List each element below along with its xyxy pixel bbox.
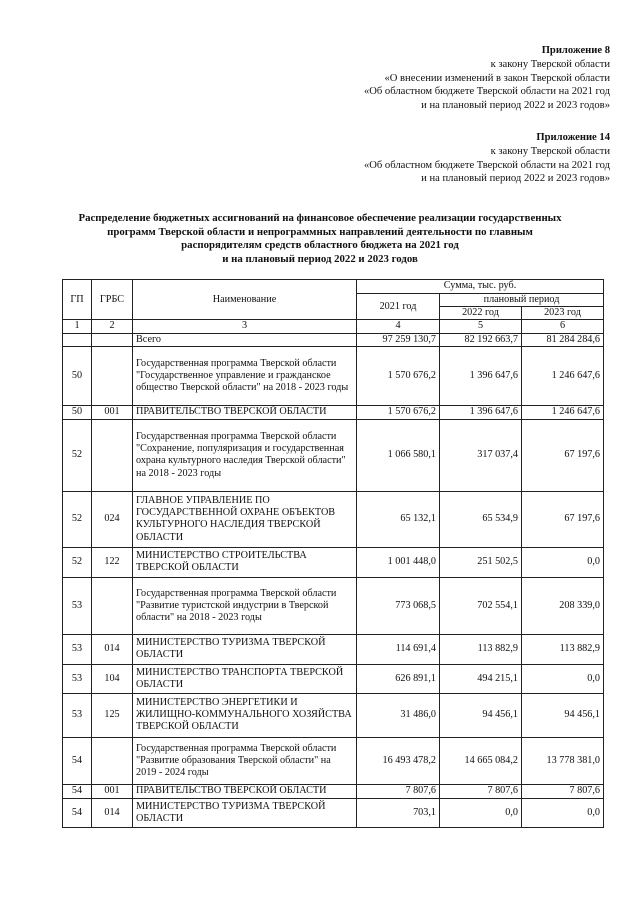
document-title-line: программ Тверской области и непрограммных направлений деятельности по главным <box>107 225 533 238</box>
table-row <box>63 577 604 634</box>
budget-table <box>62 279 604 828</box>
table-row <box>63 491 604 547</box>
cell-2023: 94 456,1 <box>522 693 604 737</box>
cell-name: МИНИСТЕРСТВО ТРАНСПОРТА ТВЕРСКОЙ ОБЛАСТИ <box>133 664 357 693</box>
table-row <box>63 547 604 577</box>
cell-name: ГЛАВНОЕ УПРАВЛЕНИЕ ПО ГОСУДАРСТВЕННОЙ ОХРАНЕ ОБЪЕКТОВ КУЛЬТУРНОГО НАСЛЕДИЯ ТВЕРСКОЙ ОБЛАСТИ <box>133 491 357 547</box>
cell-grbs: 001 <box>92 784 133 798</box>
appendix-8-header <box>364 44 610 113</box>
cell-2022: 14 665 084,2 <box>440 737 522 784</box>
appendix-8-line: «О внесении изменений в закон Тверской области <box>384 72 610 84</box>
cell-2021: 703,1 <box>357 798 440 827</box>
table-row <box>63 664 604 693</box>
cell-grbs: 024 <box>92 491 133 547</box>
cell-2022: 94 456,1 <box>440 693 522 737</box>
cell-gp: 54 <box>63 737 92 784</box>
document-title <box>70 212 570 266</box>
cell-name: ПРАВИТЕЛЬСТВО ТВЕРСКОЙ ОБЛАСТИ <box>133 784 357 798</box>
appendix-14-line: к закону Тверской области <box>490 145 610 157</box>
cell-2022: 1 396 647,6 <box>440 346 522 405</box>
cell-grbs: 122 <box>92 547 133 577</box>
cell-2021: 1 570 676,2 <box>357 346 440 405</box>
cell-name: ПРАВИТЕЛЬСТВО ТВЕРСКОЙ ОБЛАСТИ <box>133 405 357 419</box>
table-row <box>63 634 604 664</box>
cell-grbs <box>92 333 133 346</box>
cell-gp: 54 <box>63 784 92 798</box>
cell-2022: 702 554,1 <box>440 577 522 634</box>
appendix-14-line: и на плановый период 2022 и 2023 годов» <box>421 173 610 185</box>
header-2022: 2022 год <box>440 307 522 320</box>
cell-2021: 773 068,5 <box>357 577 440 634</box>
cell-grbs <box>92 577 133 634</box>
appendix-8-title: Приложение 8 <box>541 45 610 56</box>
cell-2023: 0,0 <box>522 664 604 693</box>
cell-2023: 1 246 647,6 <box>522 346 604 405</box>
cell-gp <box>63 333 92 346</box>
cell-2023: 0,0 <box>522 547 604 577</box>
cell-2021: 626 891,1 <box>357 664 440 693</box>
table-row <box>63 333 604 346</box>
cell-2022: 0,0 <box>440 798 522 827</box>
cell-grbs: 001 <box>92 405 133 419</box>
cell-gp: 52 <box>63 491 92 547</box>
cell-2021: 1 570 676,2 <box>357 405 440 419</box>
cell-name: МИНИСТЕРСТВО ЭНЕРГЕТИКИ И ЖИЛИЩНО-КОММУНАЛЬНОГО ХОЗЯЙСТВА ТВЕРСКОЙ ОБЛАСТИ <box>133 693 357 737</box>
cell-name: Государственная программа Тверской области "Развитие туристской индустрии в Тверской области" на 2018 - 2023 годы <box>133 577 357 634</box>
col-number: 3 <box>133 320 357 333</box>
cell-gp: 50 <box>63 346 92 405</box>
table-row <box>63 798 604 827</box>
cell-gp: 52 <box>63 419 92 491</box>
cell-name: МИНИСТЕРСТВО ТУРИЗМА ТВЕРСКОЙ ОБЛАСТИ <box>133 634 357 664</box>
header-2021: 2021 год <box>357 294 440 320</box>
appendix-8-line: к закону Тверской области <box>490 58 610 70</box>
col-number: 6 <box>522 320 604 333</box>
cell-2021: 16 493 478,2 <box>357 737 440 784</box>
cell-gp: 50 <box>63 405 92 419</box>
cell-grbs <box>92 346 133 405</box>
cell-2023: 208 339,0 <box>522 577 604 634</box>
cell-grbs: 125 <box>92 693 133 737</box>
col-number: 2 <box>92 320 133 333</box>
table-row <box>63 693 604 737</box>
document-title-line: и на плановый период 2022 и 2023 годов <box>222 252 418 265</box>
cell-2023: 0,0 <box>522 798 604 827</box>
cell-2023: 67 197,6 <box>522 419 604 491</box>
cell-2022: 65 534,9 <box>440 491 522 547</box>
cell-name: Всего <box>133 333 357 346</box>
cell-name: Государственная программа Тверской области "Развитие образования Тверской области" на 2019 - 2024 годы <box>133 737 357 784</box>
header-planned-period: плановый период <box>440 294 604 307</box>
cell-2021: 1 001 448,0 <box>357 547 440 577</box>
cell-2021: 97 259 130,7 <box>357 333 440 346</box>
cell-2021: 114 691,4 <box>357 634 440 664</box>
cell-name: МИНИСТЕРСТВО ТУРИЗМА ТВЕРСКОЙ ОБЛАСТИ <box>133 798 357 827</box>
cell-2023: 113 882,9 <box>522 634 604 664</box>
document-title-line: распорядителям средств областного бюджета на 2021 год <box>181 239 459 252</box>
cell-2022: 1 396 647,6 <box>440 405 522 419</box>
col-number: 5 <box>440 320 522 333</box>
table-row <box>63 346 604 405</box>
cell-2023: 7 807,6 <box>522 784 604 798</box>
cell-gp: 53 <box>63 693 92 737</box>
cell-grbs: 014 <box>92 634 133 664</box>
cell-2023: 67 197,6 <box>522 491 604 547</box>
appendix-14-header <box>364 131 610 186</box>
cell-2022: 251 502,5 <box>440 547 522 577</box>
appendix-8-line: «Об областном бюджете Тверской области на 2021 год <box>363 86 610 98</box>
cell-gp: 53 <box>63 664 92 693</box>
cell-gp: 52 <box>63 547 92 577</box>
header-gp: ГП <box>63 280 92 320</box>
cell-2022: 113 882,9 <box>440 634 522 664</box>
cell-2022: 317 037,4 <box>440 419 522 491</box>
table-row <box>63 737 604 784</box>
header-2023: 2023 год <box>522 307 604 320</box>
table-row <box>63 419 604 491</box>
table-row <box>63 784 604 798</box>
header-name: Наименование <box>133 280 357 320</box>
cell-2021: 31 486,0 <box>357 693 440 737</box>
cell-2022: 494 215,1 <box>440 664 522 693</box>
cell-2021: 1 066 580,1 <box>357 419 440 491</box>
appendix-14-title: Приложение 14 <box>536 132 610 143</box>
cell-grbs <box>92 737 133 784</box>
cell-gp: 53 <box>63 577 92 634</box>
cell-2023: 81 284 284,6 <box>522 333 604 346</box>
cell-grbs: 104 <box>92 664 133 693</box>
cell-name: Государственная программа Тверской области "Государственное управление и гражданское общество Тверской области" на 2018 - 2023 годы <box>133 346 357 405</box>
cell-2021: 65 132,1 <box>357 491 440 547</box>
cell-name: МИНИСТЕРСТВО СТРОИТЕЛЬСТВА ТВЕРСКОЙ ОБЛАСТИ <box>133 547 357 577</box>
cell-2023: 1 246 647,6 <box>522 405 604 419</box>
cell-2022: 82 192 663,7 <box>440 333 522 346</box>
cell-2021: 7 807,6 <box>357 784 440 798</box>
cell-grbs: 014 <box>92 798 133 827</box>
cell-gp: 53 <box>63 634 92 664</box>
col-number: 1 <box>63 320 92 333</box>
cell-grbs <box>92 419 133 491</box>
appendix-14-line: «Об областном бюджете Тверской области на 2021 год <box>363 159 610 171</box>
header-sum: Сумма, тыс. руб. <box>357 280 604 294</box>
cell-name: Государственная программа Тверской области "Сохранение, популяризация и государственная охрана культурного наследия Тверской области" на 2018 - 2023 годы <box>133 419 357 491</box>
document-title-line: Распределение бюджетных ассигнований на финансовое обеспечение реализации государственных <box>78 212 562 224</box>
appendix-8-line: и на плановый период 2022 и 2023 годов» <box>421 100 610 112</box>
table-row <box>63 405 604 419</box>
cell-2023: 13 778 381,0 <box>522 737 604 784</box>
header-grbs: ГРБС <box>92 280 133 320</box>
cell-gp: 54 <box>63 798 92 827</box>
cell-2022: 7 807,6 <box>440 784 522 798</box>
col-number: 4 <box>357 320 440 333</box>
